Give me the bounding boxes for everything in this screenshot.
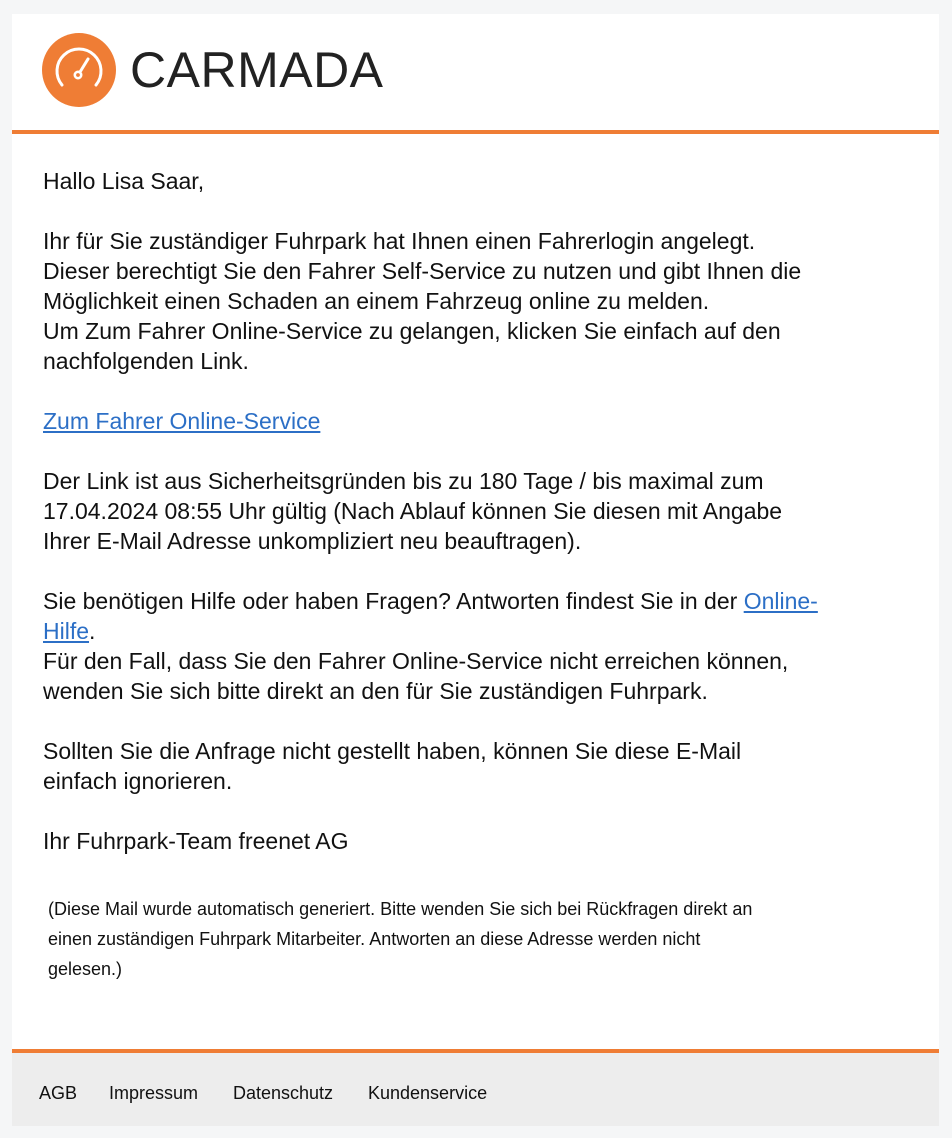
email-body xyxy=(12,14,939,1126)
text-line: Sollten Sie die Anfrage nicht gestellt haben, können Sie diese E-Mail xyxy=(43,738,742,764)
online-help-link[interactable]: Online- Hilfe xyxy=(43,588,818,644)
text-line: Ihr für Sie zuständiger Fuhrpark hat Ihnen einen Fahrerlogin angelegt. xyxy=(43,228,756,254)
text-line: Der Link ist aus Sicherheitsgründen bis zu 180 Tage / bis maximal zum xyxy=(43,468,764,494)
text-line: Dieser berechtigt Sie den Fahrer Self-Service zu nutzen und gibt Ihnen die xyxy=(43,258,802,284)
service-link-paragraph xyxy=(43,406,923,436)
speedometer-icon xyxy=(42,33,116,107)
message-content xyxy=(43,166,923,886)
intro-paragraph xyxy=(43,226,923,376)
header-divider xyxy=(12,130,939,134)
help-paragraph: Sie benötigen Hilfe oder haben Fragen? Antworten findest Sie in der Online- Hilfe. Für den Fall, dass Sie den Fahrer Online-Service nicht erreichen können, wenden Sie sich bitte direkt an den für Sie zuständigen Fuhrpark. xyxy=(43,588,818,704)
text-line: Ihrer E-Mail Adresse unkompliziert neu beauftragen). xyxy=(43,528,582,554)
email-footer xyxy=(12,1053,939,1126)
text-line: nachfolgenden Link. xyxy=(43,348,249,374)
ignore-paragraph xyxy=(43,736,923,796)
text-line: Möglichkeit einen Schaden an einem Fahrzeug online zu melden. xyxy=(43,288,710,314)
footer-link-agb[interactable]: AGB xyxy=(39,1083,78,1103)
footer-link-impressum[interactable]: Impressum xyxy=(109,1083,199,1103)
auto-generated-note xyxy=(48,894,898,984)
brand-logo-text: CARMADA xyxy=(130,42,384,98)
text-line: Um Zum Fahrer Online-Service zu gelangen, klicken Sie einfach auf den xyxy=(43,318,781,344)
text-line: Für den Fall, dass Sie den Fahrer Online-Service nicht erreichen können, xyxy=(43,648,789,674)
text-line: einen zuständigen Fuhrpark Mitarbeiter. Antworten an diese Adresse werden nicht xyxy=(48,929,701,949)
footer-link-datenschutz[interactable]: Datenschutz xyxy=(233,1083,334,1103)
text-line: gelesen.) xyxy=(48,959,123,979)
text-line: wenden Sie sich bitte direkt an den für Sie zuständigen Fuhrpark. xyxy=(43,678,708,704)
help-text: Sie benötigen Hilfe oder haben Fragen? Antworten findest Sie in der xyxy=(43,588,744,614)
validity-paragraph xyxy=(43,466,923,556)
text-line: (Diese Mail wurde automatisch generiert. Bitte wenden Sie sich bei Rückfragen direkt an xyxy=(48,899,753,919)
text-line: einfach ignorieren. xyxy=(43,768,233,794)
email-header xyxy=(12,14,939,130)
signature: Ihr Fuhrpark-Team freenet AG xyxy=(43,828,349,854)
footer-link-kundenservice[interactable]: Kundenservice xyxy=(368,1083,488,1103)
greeting: Hallo Lisa Saar, xyxy=(43,168,205,194)
driver-online-service-link[interactable]: Zum Fahrer Online-Service xyxy=(43,408,321,434)
text-line: 17.04.2024 08:55 Uhr gültig (Nach Ablauf können Sie diesen mit Angabe xyxy=(43,498,783,524)
